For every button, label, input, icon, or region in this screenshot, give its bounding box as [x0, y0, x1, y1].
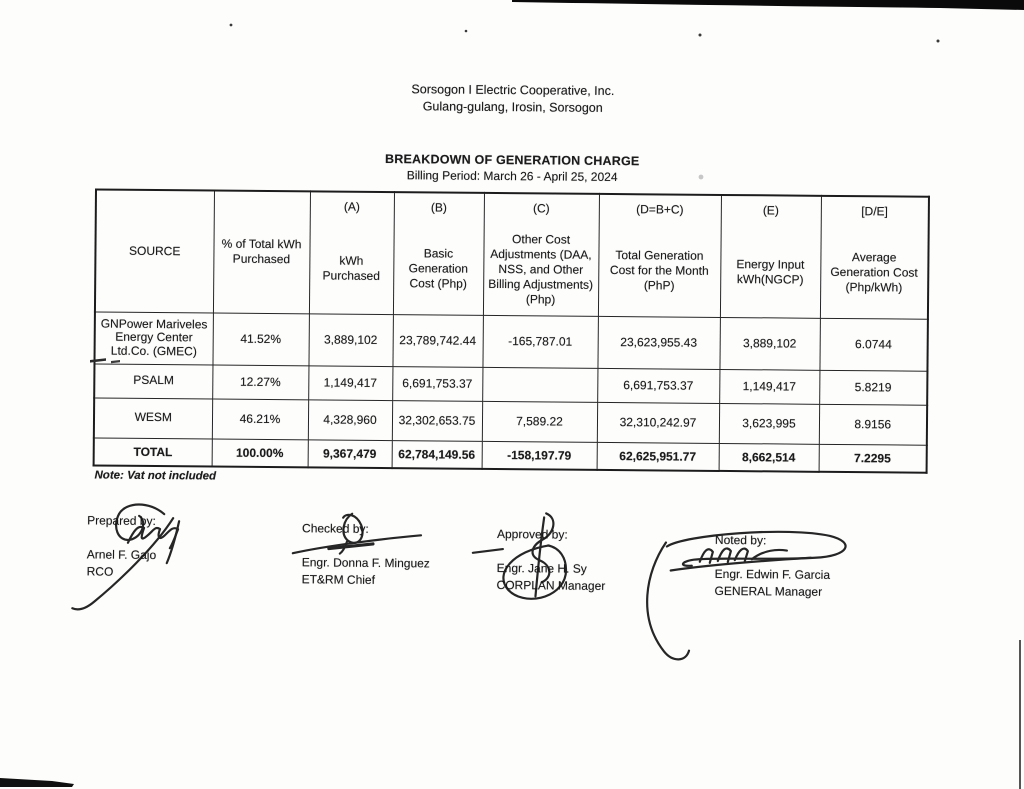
signatory-name: Engr. Donna F. Minguez: [301, 555, 430, 571]
cell-pct: 100.00%: [212, 439, 308, 468]
signature-block-approved: [497, 527, 606, 594]
cell-total-cost: 6,691,753.37: [597, 368, 719, 403]
col-header-pct: % of Total kWh Purchased: [213, 191, 310, 314]
org-name: Sorsogon I Electric Cooperative, Inc.: [411, 82, 615, 99]
signature-heading: Checked by:: [301, 521, 369, 536]
cell-pct: 46.21%: [212, 399, 308, 440]
cell-basic-cost: 6,691,753.37: [392, 366, 482, 401]
cell-other-cost: -165,787.01: [482, 315, 597, 368]
signatory-title: RCO: [86, 564, 114, 579]
cell-avg-cost: 8.9156: [819, 404, 927, 445]
cell-kwh: 3,889,102: [308, 313, 392, 366]
billing-period: Billing Period: March 26 - April 25, 2024: [406, 168, 618, 185]
col-header-basic-cost: (B) Basic Generation Cost (Php): [393, 192, 484, 315]
cell-energy-input: 1,149,417: [719, 369, 819, 404]
signatory-title: ET&RM Chief: [301, 572, 376, 587]
cell-basic-cost: 32,302,653.75: [392, 400, 482, 441]
cell-kwh: 4,328,960: [308, 399, 392, 440]
col-header-source: SOURCE: [95, 189, 214, 312]
cell-source: WESM: [94, 397, 212, 438]
cell-energy-input: 3,889,102: [719, 317, 819, 370]
cell-total-cost: 32,310,242.97: [597, 402, 719, 443]
row-gmec: [94, 311, 927, 370]
cell-avg-cost: 5.8219: [819, 370, 927, 405]
signature-heading: Approved by:: [496, 527, 568, 542]
cell-other-cost: [482, 367, 597, 402]
row-total: [94, 437, 927, 472]
signatory-title: GENERAL Manager: [714, 583, 823, 599]
cell-energy-input: 3,623,995: [719, 403, 819, 444]
cell-basic-cost: 62,784,149.56: [392, 440, 482, 469]
cell-total-cost: 23,623,955.43: [597, 316, 719, 369]
title-block: [0, 148, 1024, 189]
cell-energy-input: 8,662,514: [719, 443, 819, 472]
vat-note: Note: Vat not included: [94, 469, 217, 483]
cell-avg-cost: 6.0744: [819, 318, 927, 371]
col-header-total-cost: (D=B+C) Total Generation Cost for the Month (PhP): [598, 194, 721, 317]
col-header-energy-input: (E) Energy Input kWh(NGCP): [720, 195, 821, 318]
document-title: BREAKDOWN OF GENERATION CHARGE: [385, 152, 640, 169]
cell-kwh: 9,367,479: [308, 439, 392, 468]
cell-pct: 12.27%: [212, 365, 308, 400]
col-header-avg-cost: [D/E] Average Generation Cost (Php/kWh): [820, 196, 929, 319]
cell-source: TOTAL: [94, 437, 212, 466]
signature-block-checked: [302, 521, 431, 588]
signature-block-prepared: [87, 513, 157, 580]
cell-basic-cost: 23,789,742.44: [392, 314, 482, 367]
cell-other-cost: -158,197.79: [482, 441, 597, 470]
generation-charge-table: [93, 188, 930, 473]
signature-block-noted: [714, 533, 830, 600]
cell-total-cost: 62,625,951.77: [597, 442, 719, 471]
header-row: [95, 189, 929, 318]
signature-heading: Prepared by:: [87, 513, 156, 529]
cell-avg-cost: 7.2295: [819, 444, 927, 473]
signatory-name: Engr. Edwin F. Garcia: [714, 566, 831, 582]
cell-source: PSALM: [94, 363, 212, 398]
signatory-name: Engr. Jane H. Sy: [496, 561, 587, 576]
org-header: [1, 78, 1024, 121]
signature-heading: Noted by:: [714, 532, 767, 548]
cell-source: GNPower Mariveles Energy Center Ltd.Co. (GMEC): [94, 311, 212, 364]
cell-pct: 41.52%: [212, 313, 308, 366]
signatory-title: CORPLAN Manager: [496, 577, 606, 593]
signatory-name: Arnel F. Gajo: [86, 547, 157, 563]
col-header-other-cost: (C) Other Cost Adjustments (DAA, NSS, and Other Billing Adjustments) (Php): [483, 193, 599, 316]
cell-kwh: 1,149,417: [308, 365, 392, 400]
col-header-kwh: (A) kWh Purchased: [309, 191, 394, 314]
cell-other-cost: 7,589.22: [482, 401, 597, 442]
org-address: Gulang-gulang, Irosin, Sorsogon: [422, 99, 603, 115]
